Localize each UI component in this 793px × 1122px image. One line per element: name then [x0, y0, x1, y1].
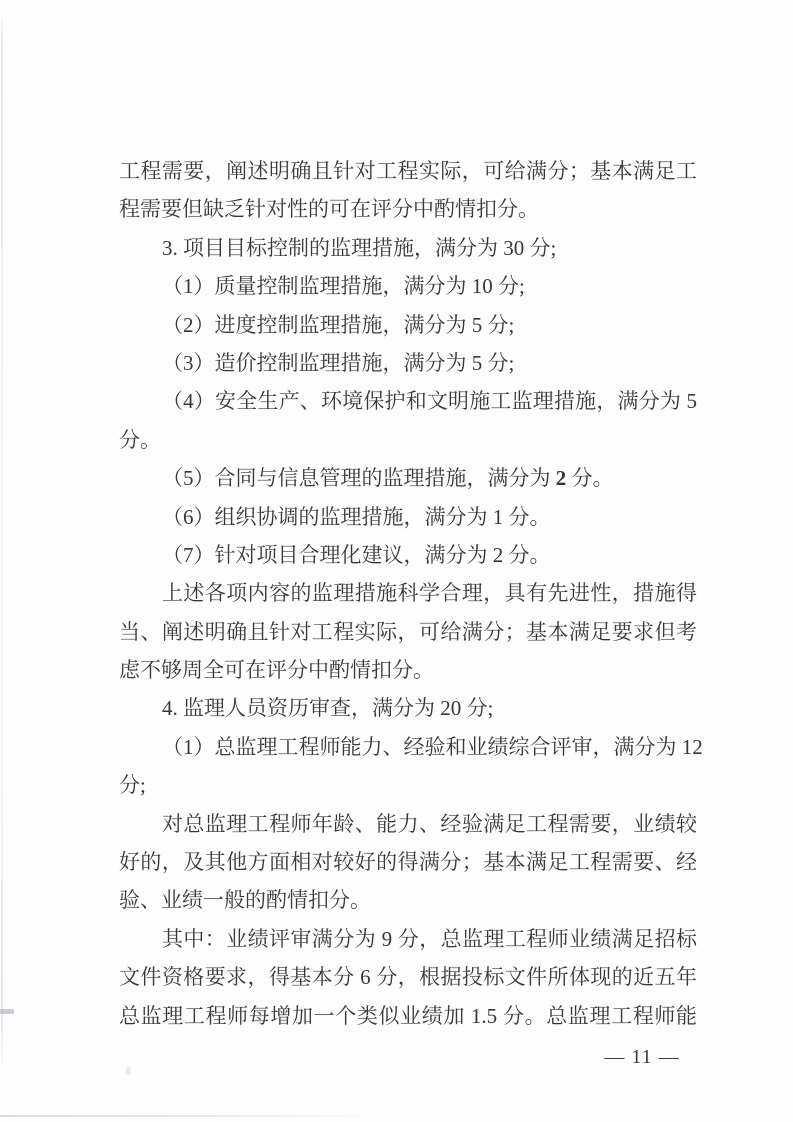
text-line: 文件资格要求，得基本分 6 分，根据投标文件所体现的近五年 — [119, 965, 697, 990]
text-line: （6）组织协调的监理措施，满分为 1 分。 — [162, 504, 551, 529]
scan-speck — [126, 1067, 131, 1075]
text-line: 好的，及其他方面相对较好的得满分；基本满足工程需要、经 — [119, 850, 697, 875]
text-line: （5）合同与信息管理的监理措施，满分为 2 分。 — [162, 466, 614, 491]
page-number: — 11 — — [604, 1046, 680, 1068]
text-line: 虑不够周全可在评分中酌情扣分。 — [119, 658, 434, 683]
text-line: 3. 项目目标控制的监理措施，满分为 30 分; — [162, 235, 557, 260]
text-line: 4. 监理人员资历审查，满分为 20 分; — [162, 696, 494, 721]
scan-bottom-edge-line — [0, 1115, 380, 1117]
document-body — [119, 152, 703, 1035]
text-line: （4）安全生产、环境保护和文明施工监理措施，满分为 5 — [162, 389, 697, 414]
text-line: 其中：业绩评审满分为 9 分，总监理工程师业绩满足招标 — [162, 926, 697, 951]
text-line: （7）针对项目合理化建议，满分为 2 分。 — [162, 542, 551, 567]
text-line: 分。 — [119, 427, 161, 452]
text-line: 分; — [119, 773, 146, 798]
text-line: （3）造价控制监理措施，满分为 5 分; — [162, 350, 515, 375]
scan-left-edge-line — [1, 18, 3, 1064]
text-line: 对总监理工程师年龄、能力、经验满足工程需要，业绩较 — [162, 811, 697, 836]
text-line: 当、阐述明确且针对工程实际，可给满分；基本满足要求但考 — [119, 619, 697, 644]
text-line: （1）总监理工程师能力、经验和业绩综合评审，满分为 12 — [162, 734, 703, 759]
text-line: 上述各项内容的监理措施科学合理，具有先进性，措施得 — [162, 581, 697, 606]
text-line: （1）质量控制监理措施，满分为 10 分; — [162, 274, 525, 299]
scan-left-edge-dash — [0, 1009, 14, 1014]
text-line: （2）进度控制监理措施，满分为 5 分; — [162, 312, 515, 337]
text-line: 程需要但缺乏针对性的可在评分中酌情扣分。 — [119, 197, 539, 222]
text-line: 工程需要，阐述明确且针对工程实际，可给满分；基本满足工 — [119, 159, 697, 183]
text-line: 验、业绩一般的酌情扣分。 — [119, 888, 371, 913]
text-line: 总监理工程师每增加一个类似业绩加 1.5 分。总监理工程师能 — [119, 1003, 697, 1028]
